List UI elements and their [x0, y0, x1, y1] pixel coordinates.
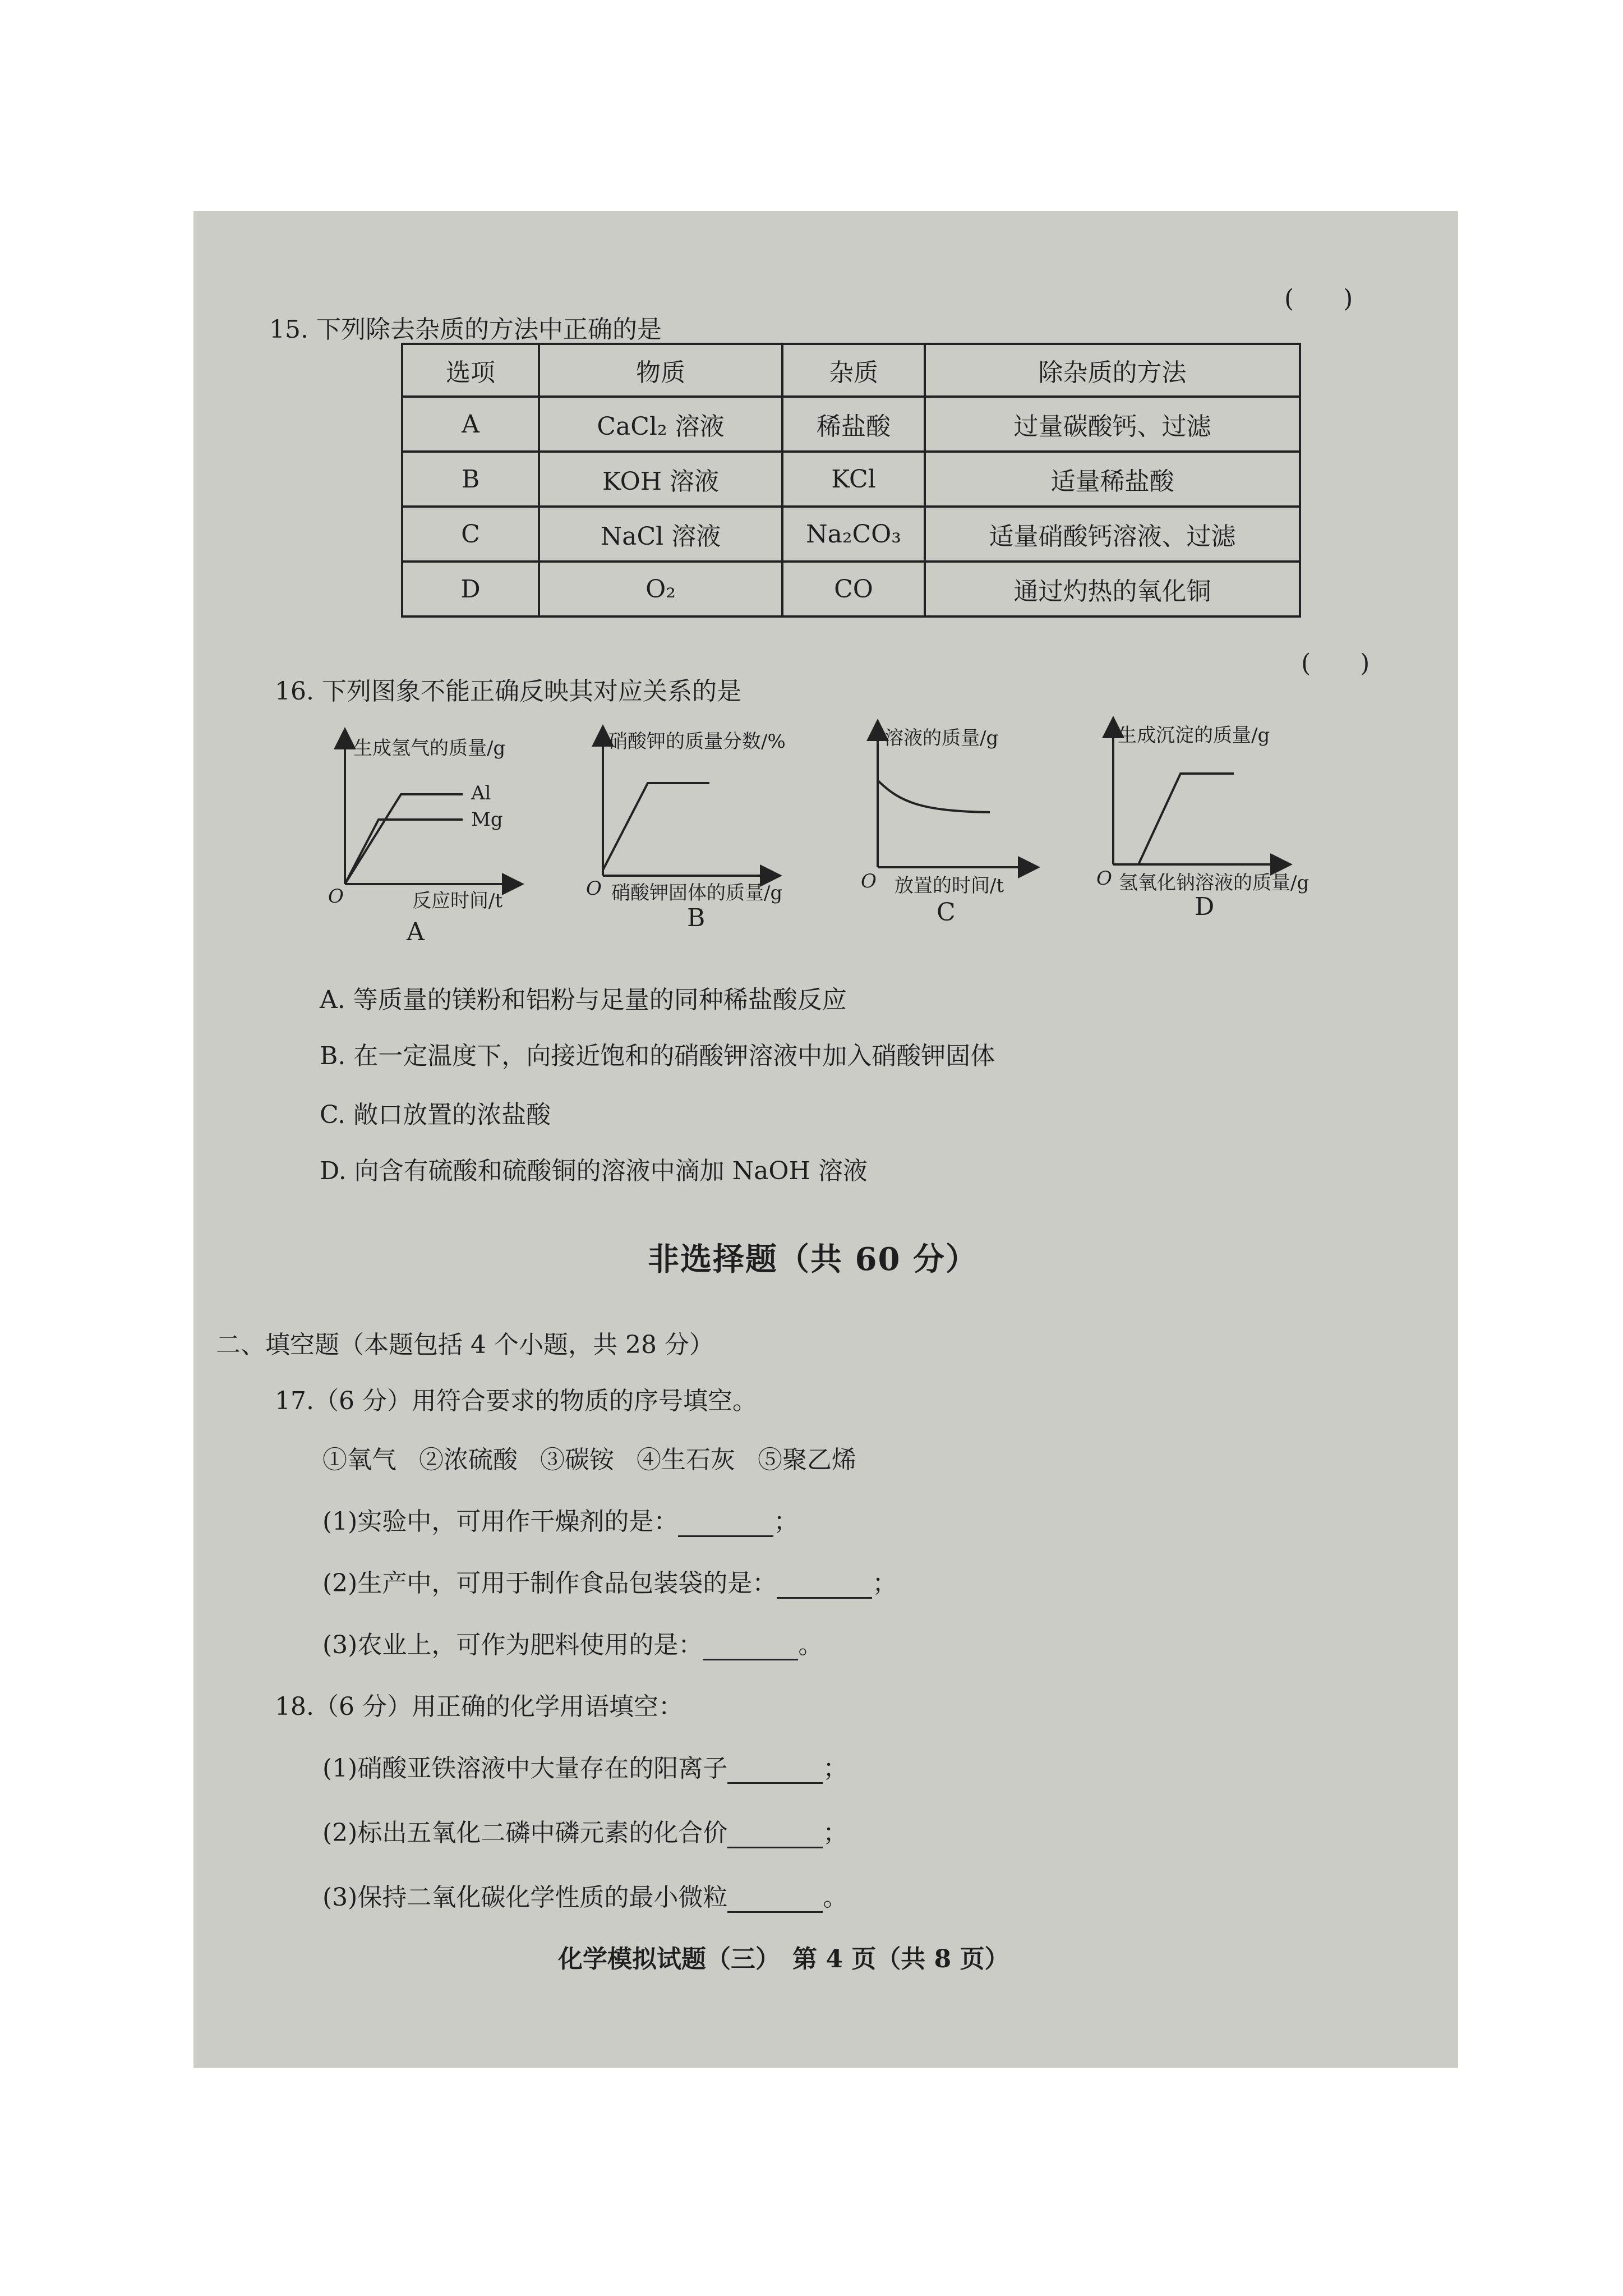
q17-item-2-end: ； [872, 1569, 897, 1598]
graph-c [861, 727, 1074, 940]
graph-b-ylabel: 硝酸钾的质量分数/% [608, 730, 786, 753]
q18-item-2-text: (2)标出五氧化二磷中磷元素的化合价 [322, 1819, 728, 1847]
table-cell: NaCl 溶液 [539, 507, 782, 562]
graph-b-xlabel: 硝酸钾固体的质量/g [611, 882, 783, 904]
graph-b-origin: O [586, 877, 602, 900]
graph-a-letter: A [407, 918, 425, 946]
table-cell: KCl [782, 452, 925, 507]
curve-label-al: Al [471, 782, 491, 804]
choice-item: ②浓硫酸 [419, 1446, 518, 1474]
answer-blank[interactable] [727, 1824, 823, 1848]
choice-item: ④生石灰 [637, 1446, 735, 1474]
answer-blank[interactable] [678, 1513, 773, 1537]
q18-item-1 [322, 1748, 847, 1784]
q17-stem: 17.（6 分）用符合要求的物质的序号填空。 [275, 1387, 757, 1415]
graph-a [328, 733, 552, 946]
table-cell: CO [782, 562, 925, 616]
curve-label-mg: Mg [471, 808, 503, 831]
graph-c-letter: C [937, 898, 956, 927]
graph-d-xlabel: 氢氧化钠溶液的质量/g [1119, 872, 1310, 894]
curve-al [345, 794, 463, 884]
table-row [402, 507, 1300, 562]
table-cell: 适量稀盐酸 [925, 452, 1300, 507]
q16-option-c: C. 敞口放置的浓盐酸 [320, 1101, 551, 1129]
table-cell: CaCl₂ 溶液 [539, 397, 782, 452]
table-cell: 通过灼热的氧化铜 [925, 562, 1300, 616]
curve-precipitate [1138, 774, 1234, 864]
curve-kno3 [603, 783, 709, 870]
q18-item-1-end: ； [823, 1754, 848, 1783]
answer-blank[interactable] [703, 1636, 798, 1660]
choice-item: ⑤聚乙烯 [758, 1446, 856, 1474]
table-cell: A [402, 397, 539, 452]
graph-d-ylabel: 生成沉淀的质量/g [1118, 724, 1270, 747]
graph-b-letter: B [687, 904, 706, 932]
q17-item-2-text: (2)生产中，可用于制作食品包装袋的是： [322, 1569, 777, 1598]
q17-choices [322, 1439, 856, 1475]
q16-option-b: B. 在一定温度下，向接近饱和的硝酸钾溶液中加入硝酸钾固体 [320, 1042, 995, 1070]
q17-item-3-text: (3)农业上，可作为肥料使用的是： [322, 1631, 703, 1659]
q15-stem: 15. 下列除去杂质的方法中正确的是 [269, 315, 662, 344]
choice-item: ③碳铵 [540, 1446, 614, 1474]
q17-item-1-text: (1)实验中，可用作干燥剂的是： [322, 1507, 679, 1536]
q18-item-2-end: ； [823, 1819, 848, 1847]
q17-item-2 [322, 1563, 897, 1599]
graph-a-ylabel: 生成氢气的质量/g [353, 737, 506, 760]
choice-item: ①氧气 [322, 1446, 396, 1474]
table-header: 物质 [539, 344, 782, 397]
q18-item-1-text: (1)硝酸亚铁溶液中大量存在的阳离子 [322, 1754, 728, 1783]
table-cell: B [402, 452, 539, 507]
graph-a-origin: O [328, 885, 344, 908]
table-header: 除杂质的方法 [925, 344, 1300, 397]
table-cell: 稀盐酸 [782, 397, 925, 452]
q18-item-3 [322, 1877, 847, 1913]
table-header: 选项 [402, 344, 539, 397]
part2-title: 二、填空题（本题包括 4 个小题，共 28 分） [216, 1331, 714, 1359]
q17-item-1-end: ； [773, 1507, 799, 1536]
q18-item-3-end: 。 [823, 1883, 848, 1912]
q15-answer-paren: ( ) [1284, 284, 1353, 313]
section-title: 非选择题（共 60 分） [648, 1241, 978, 1278]
answer-blank[interactable] [777, 1575, 872, 1599]
table-header: 杂质 [782, 344, 925, 397]
q15-table [401, 343, 1301, 618]
table-cell: KOH 溶液 [539, 452, 782, 507]
graph-c-origin: O [861, 870, 877, 892]
table-row [402, 397, 1300, 452]
graph-d-letter: D [1195, 892, 1215, 921]
page-footer: 化学模拟试题（三） 第 4 页（共 8 页） [558, 1945, 1009, 1973]
answer-blank[interactable] [727, 1760, 823, 1784]
q17-item-1 [322, 1501, 798, 1537]
table-header-row [402, 344, 1300, 397]
graph-b [586, 730, 822, 946]
table-cell: D [402, 562, 539, 616]
q17-item-3 [322, 1625, 823, 1660]
table-cell: 过量碳酸钙、过滤 [925, 397, 1300, 452]
table-cell: 适量硝酸钙溶液、过滤 [925, 507, 1300, 562]
graph-d [1096, 724, 1349, 937]
curve-hcl [878, 780, 990, 812]
q17-item-3-end: 。 [798, 1631, 823, 1659]
q16-stem: 16. 下列图象不能正确反映其对应关系的是 [275, 677, 741, 706]
q16-option-a: A. 等质量的镁粉和铝粉与足量的同种稀盐酸反应 [320, 986, 847, 1014]
table-cell: C [402, 507, 539, 562]
graph-a-xlabel: 反应时间/t [412, 890, 503, 912]
q18-item-2 [322, 1812, 847, 1848]
graph-c-xlabel: 放置的时间/t [895, 875, 1004, 897]
q16-answer-paren: ( ) [1301, 649, 1370, 678]
table-row [402, 562, 1300, 616]
table-cell: Na₂CO₃ [782, 507, 925, 562]
graph-c-ylabel: 溶液的质量/g [884, 727, 999, 749]
q18-item-3-text: (3)保持二氧化碳化学性质的最小微粒 [322, 1883, 728, 1912]
graph-d-origin: O [1096, 867, 1112, 890]
curve-mg [345, 820, 463, 884]
q16-option-d: D. 向含有硫酸和硫酸铜的溶液中滴加 NaOH 溶液 [320, 1157, 868, 1185]
answer-blank[interactable] [727, 1889, 823, 1913]
graph-b-plot [586, 733, 810, 901]
q18-stem: 18.（6 分）用正确的化学用语填空： [275, 1692, 683, 1721]
exam-page [193, 211, 1458, 2068]
table-cell: O₂ [539, 562, 782, 616]
table-row [402, 452, 1300, 507]
